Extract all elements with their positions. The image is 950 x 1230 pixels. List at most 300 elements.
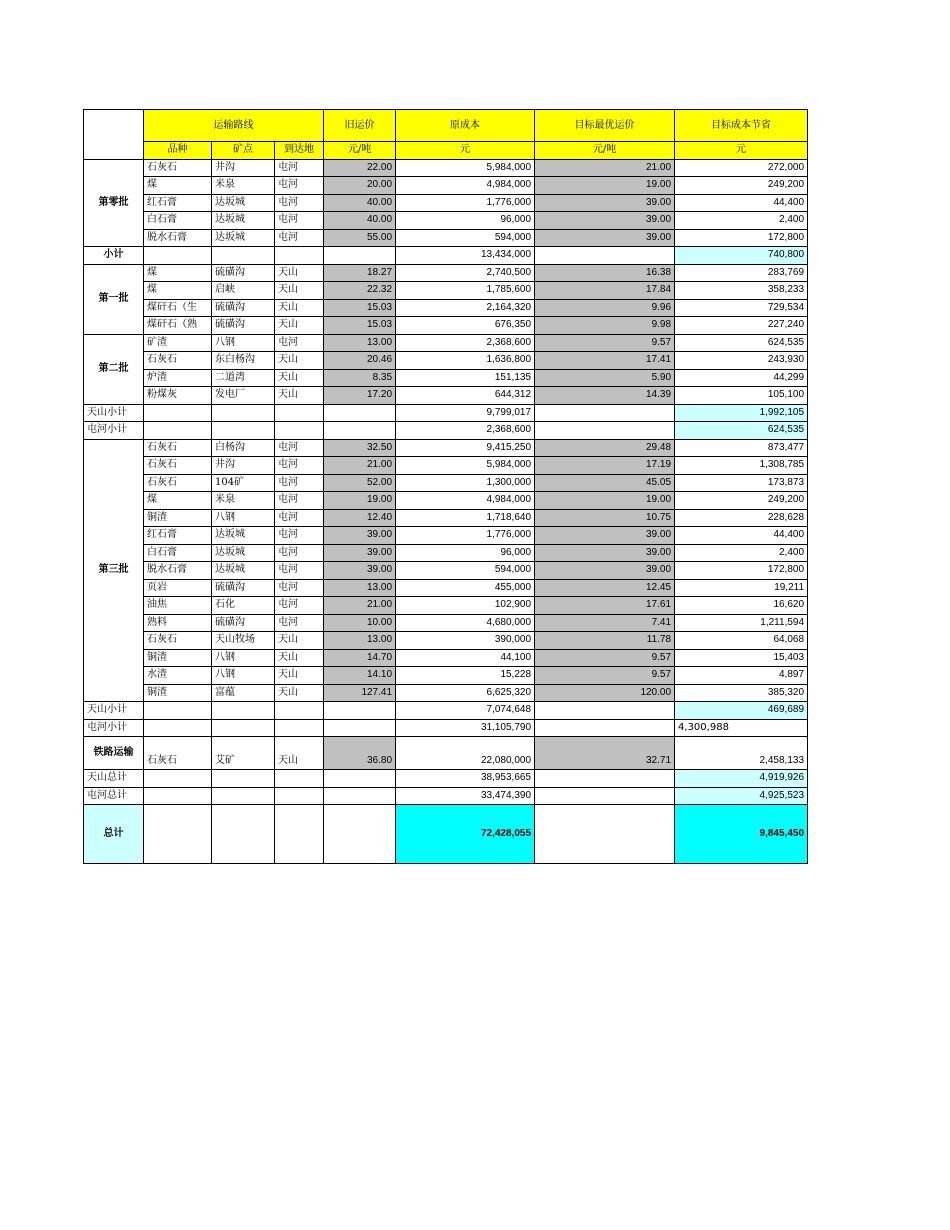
target-price-cell: 9.57: [535, 649, 675, 667]
target-price-cell: 10.75: [535, 509, 675, 527]
batch-label: 第三批: [84, 439, 144, 702]
subtotal-cost: 9,799,017: [396, 404, 535, 422]
dest-cell: 天山: [275, 282, 324, 300]
empty-cell: [212, 805, 275, 864]
empty-cell: [275, 247, 324, 265]
saving-cell: 249,200: [675, 177, 808, 195]
saving-cell: 1,211,594: [675, 614, 808, 632]
kind-cell: 石灰石: [144, 737, 212, 770]
orig-cost-cell: 1,636,800: [396, 352, 535, 370]
kind-cell: 铜渣: [144, 509, 212, 527]
table-row: [84, 194, 808, 212]
dest-cell: 天山: [275, 649, 324, 667]
orig-cost-cell: 390,000: [396, 632, 535, 650]
old-price-cell: 18.27: [324, 264, 396, 282]
saving-cell: 227,240: [675, 317, 808, 335]
dest-cell: 屯河: [275, 457, 324, 475]
saving-cell: 729,534: [675, 299, 808, 317]
mine-cell: 米泉: [212, 177, 275, 195]
kind-cell: 红石膏: [144, 194, 212, 212]
empty-cell: [275, 805, 324, 864]
saving-cell: 4,897: [675, 667, 808, 685]
kind-cell: 页岩: [144, 579, 212, 597]
target-price-cell: 39.00: [535, 544, 675, 562]
empty-cell: [324, 787, 396, 805]
subtotal-label: 屯河小计: [84, 422, 144, 440]
empty-cell: [275, 404, 324, 422]
mine-cell: 富蕴: [212, 684, 275, 702]
mine-header: 矿点: [212, 142, 275, 160]
empty-cell: [212, 702, 275, 720]
mine-cell: 达坂城: [212, 212, 275, 230]
header-row-1: [84, 110, 808, 142]
old-price-cell: 14.70: [324, 649, 396, 667]
dest-cell: 屯河: [275, 159, 324, 177]
target-price-cell: 17.41: [535, 352, 675, 370]
dest-cell: 屯河: [275, 492, 324, 510]
kind-cell: 煤: [144, 264, 212, 282]
mine-cell: 达坂城: [212, 194, 275, 212]
dest-header: 到达地: [275, 142, 324, 160]
dest-cell: 天山: [275, 369, 324, 387]
target-price-cell: 5.90: [535, 369, 675, 387]
batch-label: 第二批: [84, 334, 144, 404]
saving-cell: 173,873: [675, 474, 808, 492]
subtotal-label: 屯河小计: [84, 719, 144, 737]
orig-cost-cell: 22,080,000: [396, 737, 535, 770]
orig-cost-cell: 1,776,000: [396, 527, 535, 545]
target-price-cell: 12.45: [535, 579, 675, 597]
subtotal-cost: 31,105,790: [396, 719, 535, 737]
saving-cell: 243,930: [675, 352, 808, 370]
table-row: [84, 684, 808, 702]
target-price-cell: 39.00: [535, 212, 675, 230]
saving-cell: 283,769: [675, 264, 808, 282]
empty-cell: [324, 805, 396, 864]
saving-cell: 2,458,133: [675, 737, 808, 770]
empty-cell: [324, 719, 396, 737]
subtotal-saving: 469,689: [675, 702, 808, 720]
kind-cell: 煤: [144, 177, 212, 195]
mine-cell: 东白杨沟: [212, 352, 275, 370]
empty-cell: [212, 787, 275, 805]
old-price-cell: 20.00: [324, 177, 396, 195]
saving-cell: 1,308,785: [675, 457, 808, 475]
empty-cell: [275, 719, 324, 737]
mine-cell: 达坂城: [212, 527, 275, 545]
kind-cell: 石灰石: [144, 632, 212, 650]
empty-cell: [535, 719, 675, 737]
table-row: [84, 229, 808, 247]
table-row: [84, 282, 808, 300]
old-price-cell: 39.00: [324, 562, 396, 580]
target-price-cell: 39.00: [535, 562, 675, 580]
old-price-cell: 8.35: [324, 369, 396, 387]
saving-cell: 172,800: [675, 562, 808, 580]
mine-cell: 达坂城: [212, 229, 275, 247]
empty-cell: [144, 247, 212, 265]
target-price-cell: 14.39: [535, 387, 675, 405]
target-price-cell: 120.00: [535, 684, 675, 702]
dest-cell: 屯河: [275, 229, 324, 247]
mine-cell: 八钢: [212, 649, 275, 667]
empty-cell: [324, 702, 396, 720]
subtotal-label: 总计: [84, 805, 144, 864]
orig-cost-cell: 96,000: [396, 544, 535, 562]
kind-cell: 石灰石: [144, 439, 212, 457]
orig-cost-cell: 96,000: [396, 212, 535, 230]
saving-cell: 44,400: [675, 194, 808, 212]
table-row: [84, 352, 808, 370]
subtotal-saving: 9,845,450: [675, 805, 808, 864]
target-price-cell: 39.00: [535, 194, 675, 212]
dest-cell: 屯河: [275, 439, 324, 457]
old-price-cell: 13.00: [324, 334, 396, 352]
mine-cell: 八钢: [212, 334, 275, 352]
empty-cell: [535, 702, 675, 720]
empty-cell: [144, 422, 212, 440]
kind-cell: 炉渣: [144, 369, 212, 387]
subtotal-cost: 72,428,055: [396, 805, 535, 864]
old-price-cell: 15.03: [324, 317, 396, 335]
unit-yuan-header: 元: [396, 142, 535, 160]
target-price-cell: 39.00: [535, 229, 675, 247]
mine-cell: 硫磺沟: [212, 579, 275, 597]
table-row: [84, 212, 808, 230]
kind-cell: 煤: [144, 492, 212, 510]
kind-cell: 油焦: [144, 597, 212, 615]
old-price-cell: 39.00: [324, 544, 396, 562]
table-row: [84, 562, 808, 580]
kind-cell: 煤矸石（熟: [144, 317, 212, 335]
kind-cell: 脱水石膏: [144, 562, 212, 580]
mine-cell: 104矿: [212, 474, 275, 492]
mine-cell: 井沟: [212, 159, 275, 177]
table-row: [84, 264, 808, 282]
table-row: [84, 159, 808, 177]
kind-cell: 水渣: [144, 667, 212, 685]
old-price-header: 旧运价: [324, 110, 396, 142]
old-price-cell: 52.00: [324, 474, 396, 492]
empty-cell: [535, 787, 675, 805]
table-row: [84, 369, 808, 387]
dest-cell: 天山: [275, 387, 324, 405]
orig-cost-cell: 1,776,000: [396, 194, 535, 212]
subtotal-row: [84, 719, 808, 737]
mine-cell: 二道湾: [212, 369, 275, 387]
saving-cell: 15,403: [675, 649, 808, 667]
dest-cell: 屯河: [275, 579, 324, 597]
saving-cell: 358,233: [675, 282, 808, 300]
mine-cell: 硫磺沟: [212, 317, 275, 335]
orig-cost-cell: 151,135: [396, 369, 535, 387]
target-price-header: 目标最优运价: [535, 110, 675, 142]
old-price-cell: 40.00: [324, 212, 396, 230]
empty-cell: [535, 422, 675, 440]
rail-row: [84, 737, 808, 770]
kind-cell: 石灰石: [144, 352, 212, 370]
table-row: [84, 387, 808, 405]
table-body: [84, 110, 808, 864]
subtotal-label: 天山小计: [84, 702, 144, 720]
old-price-cell: 40.00: [324, 194, 396, 212]
orig-cost-cell: 1,300,000: [396, 474, 535, 492]
subtotal-saving: 1,992,105: [675, 404, 808, 422]
orig-cost-cell: 644,312: [396, 387, 535, 405]
saving-cell: 2,400: [675, 544, 808, 562]
saving-cell: 228,628: [675, 509, 808, 527]
old-price-cell: 21.00: [324, 597, 396, 615]
dest-cell: 天山: [275, 264, 324, 282]
saving-cell: 272,000: [675, 159, 808, 177]
table-row: [84, 597, 808, 615]
subtotal-row: [84, 787, 808, 805]
dest-cell: 天山: [275, 684, 324, 702]
mine-cell: 硫磺沟: [212, 299, 275, 317]
mine-cell: 米泉: [212, 492, 275, 510]
subtotal-cost: 7,074,648: [396, 702, 535, 720]
subtotal-row: [84, 770, 808, 788]
dest-cell: 屯河: [275, 562, 324, 580]
orig-cost-cell: 102,900: [396, 597, 535, 615]
subtotal-row: [84, 422, 808, 440]
dest-cell: 屯河: [275, 194, 324, 212]
empty-cell: [212, 247, 275, 265]
dest-cell: 屯河: [275, 474, 324, 492]
target-price-cell: 16.38: [535, 264, 675, 282]
kind-cell: 熟料: [144, 614, 212, 632]
old-price-cell: 17.20: [324, 387, 396, 405]
table-row: [84, 632, 808, 650]
subtotal-cost: 38,953,665: [396, 770, 535, 788]
orig-cost-cell: 6,625,320: [396, 684, 535, 702]
mine-cell: 发电厂: [212, 387, 275, 405]
saving-cell: 873,477: [675, 439, 808, 457]
cost-table: [83, 109, 808, 864]
mine-cell: 白杨沟: [212, 439, 275, 457]
mine-cell: 硫磺沟: [212, 614, 275, 632]
kind-cell: 脱水石膏: [144, 229, 212, 247]
orig-cost-cell: 455,000: [396, 579, 535, 597]
table-row: [84, 334, 808, 352]
dest-cell: 屯河: [275, 544, 324, 562]
old-price-cell: 22.00: [324, 159, 396, 177]
empty-cell: [144, 404, 212, 422]
empty-cell: [144, 719, 212, 737]
empty-cell: [275, 702, 324, 720]
subtotal-cost: 13,434,000: [396, 247, 535, 265]
mine-cell: 井沟: [212, 457, 275, 475]
target-price-cell: 32.71: [535, 737, 675, 770]
unit-price-header: 元/吨: [324, 142, 396, 160]
empty-cell: [324, 422, 396, 440]
saving-cell: 44,400: [675, 527, 808, 545]
old-price-cell: 36.80: [324, 737, 396, 770]
empty-cell: [212, 422, 275, 440]
subtotal-saving: 4,919,926: [675, 770, 808, 788]
rail-label: 铁路运输: [84, 737, 144, 770]
subtotal-cost: 33,474,390: [396, 787, 535, 805]
target-price-cell: 21.00: [535, 159, 675, 177]
mine-cell: 达坂城: [212, 544, 275, 562]
old-price-cell: 14.10: [324, 667, 396, 685]
kind-cell: 铜渣: [144, 684, 212, 702]
saving-cell: 64,068: [675, 632, 808, 650]
target-price-cell: 9.57: [535, 334, 675, 352]
old-price-cell: 21.00: [324, 457, 396, 475]
old-price-cell: 22.32: [324, 282, 396, 300]
dest-cell: 天山: [275, 737, 324, 770]
orig-cost-cell: 15,228: [396, 667, 535, 685]
subtotal-saving: 4,925,523: [675, 787, 808, 805]
orig-cost-cell: 2,164,320: [396, 299, 535, 317]
empty-cell: [212, 770, 275, 788]
mine-cell: 石化: [212, 597, 275, 615]
empty-cell: [144, 787, 212, 805]
orig-cost-cell: 1,785,600: [396, 282, 535, 300]
old-price-cell: 13.00: [324, 632, 396, 650]
dest-cell: 天山: [275, 667, 324, 685]
empty-cell: [144, 770, 212, 788]
old-price-cell: 12.40: [324, 509, 396, 527]
empty-cell: [324, 770, 396, 788]
old-price-cell: 13.00: [324, 579, 396, 597]
mine-cell: 八钢: [212, 509, 275, 527]
target-price-cell: 19.00: [535, 492, 675, 510]
subtotal-label: 天山总计: [84, 770, 144, 788]
subtotal-cost: 2,368,600: [396, 422, 535, 440]
table-row: [84, 649, 808, 667]
empty-cell: [535, 805, 675, 864]
empty-cell: [275, 422, 324, 440]
old-price-cell: 19.00: [324, 492, 396, 510]
orig-cost-cell: 676,350: [396, 317, 535, 335]
batch-label: 第零批: [84, 159, 144, 247]
orig-cost-cell: 4,680,000: [396, 614, 535, 632]
dest-cell: 屯河: [275, 334, 324, 352]
subtotal-saving: 740,800: [675, 247, 808, 265]
orig-cost-cell: 4,984,000: [396, 492, 535, 510]
kind-cell: 红石膏: [144, 527, 212, 545]
kind-cell: 铜渣: [144, 649, 212, 667]
target-price-cell: 29.48: [535, 439, 675, 457]
orig-cost-cell: 1,718,640: [396, 509, 535, 527]
kind-cell: 白石膏: [144, 544, 212, 562]
target-price-cell: 9.98: [535, 317, 675, 335]
dest-cell: 屯河: [275, 597, 324, 615]
empty-cell: [324, 404, 396, 422]
table-row: [84, 667, 808, 685]
orig-cost-cell: 4,984,000: [396, 177, 535, 195]
subtotal-row: [84, 404, 808, 422]
batch-label: 第一批: [84, 264, 144, 334]
table-row: [84, 579, 808, 597]
subtotal-row: [84, 805, 808, 864]
dest-cell: 屯河: [275, 614, 324, 632]
kind-cell: 粉煤灰: [144, 387, 212, 405]
table-row: [84, 177, 808, 195]
saving-cell: 16,620: [675, 597, 808, 615]
table-row: [84, 474, 808, 492]
saving-cell: 2,400: [675, 212, 808, 230]
orig-cost-cell: 594,000: [396, 562, 535, 580]
saving-cell: 624,535: [675, 334, 808, 352]
kind-cell: 煤矸石（生: [144, 299, 212, 317]
old-price-cell: 32.50: [324, 439, 396, 457]
unit-price2-header: 元/吨: [535, 142, 675, 160]
target-price-cell: 11.78: [535, 632, 675, 650]
empty-cell: [144, 702, 212, 720]
target-price-cell: 17.19: [535, 457, 675, 475]
mine-cell: 艾矿: [212, 737, 275, 770]
target-price-cell: 17.84: [535, 282, 675, 300]
target-saving-header: 目标成本节省: [675, 110, 808, 142]
mine-cell: 硫磺沟: [212, 264, 275, 282]
table-row: [84, 439, 808, 457]
header-row-2: [84, 142, 808, 160]
subtotal-label: 小计: [84, 247, 144, 265]
orig-cost-cell: 2,740,500: [396, 264, 535, 282]
old-price-cell: 15.03: [324, 299, 396, 317]
old-price-cell: 127.41: [324, 684, 396, 702]
empty-cell: [212, 404, 275, 422]
empty-cell: [275, 787, 324, 805]
target-price-cell: 7.41: [535, 614, 675, 632]
kind-cell: 石灰石: [144, 457, 212, 475]
kind-header: 品种: [144, 142, 212, 160]
table-row: [84, 544, 808, 562]
subtotal-saving: 624,535: [675, 422, 808, 440]
orig-cost-cell: 2,368,600: [396, 334, 535, 352]
dest-cell: 天山: [275, 317, 324, 335]
target-price-cell: 19.00: [535, 177, 675, 195]
unit-yuan2-header: 元: [675, 142, 808, 160]
saving-cell: 105,100: [675, 387, 808, 405]
orig-cost-cell: 5,984,000: [396, 457, 535, 475]
saving-cell: 172,800: [675, 229, 808, 247]
dest-cell: 天山: [275, 352, 324, 370]
saving-cell: 19,211: [675, 579, 808, 597]
old-price-cell: 10.00: [324, 614, 396, 632]
kind-cell: 煤: [144, 282, 212, 300]
dest-cell: 屯河: [275, 527, 324, 545]
table-row: [84, 614, 808, 632]
orig-cost-header: 原成本: [396, 110, 535, 142]
empty-cell: [535, 404, 675, 422]
orig-cost-cell: 5,984,000: [396, 159, 535, 177]
subtotal-label: 天山小计: [84, 404, 144, 422]
empty-cell: [144, 805, 212, 864]
empty-cell: [212, 719, 275, 737]
table-row: [84, 527, 808, 545]
kind-cell: 白石膏: [144, 212, 212, 230]
empty-cell: [324, 247, 396, 265]
saving-cell: 44,299: [675, 369, 808, 387]
orig-cost-cell: 9,415,250: [396, 439, 535, 457]
dest-cell: 天山: [275, 299, 324, 317]
old-price-cell: 55.00: [324, 229, 396, 247]
corner-cell: [84, 110, 144, 160]
dest-cell: 屯河: [275, 212, 324, 230]
orig-cost-cell: 594,000: [396, 229, 535, 247]
target-price-cell: 17.61: [535, 597, 675, 615]
target-price-cell: 45.05: [535, 474, 675, 492]
table-row: [84, 492, 808, 510]
table-row: [84, 509, 808, 527]
target-price-cell: 9.57: [535, 667, 675, 685]
mine-cell: 启峡: [212, 282, 275, 300]
subtotal-saving: 4,300,988: [675, 719, 808, 737]
